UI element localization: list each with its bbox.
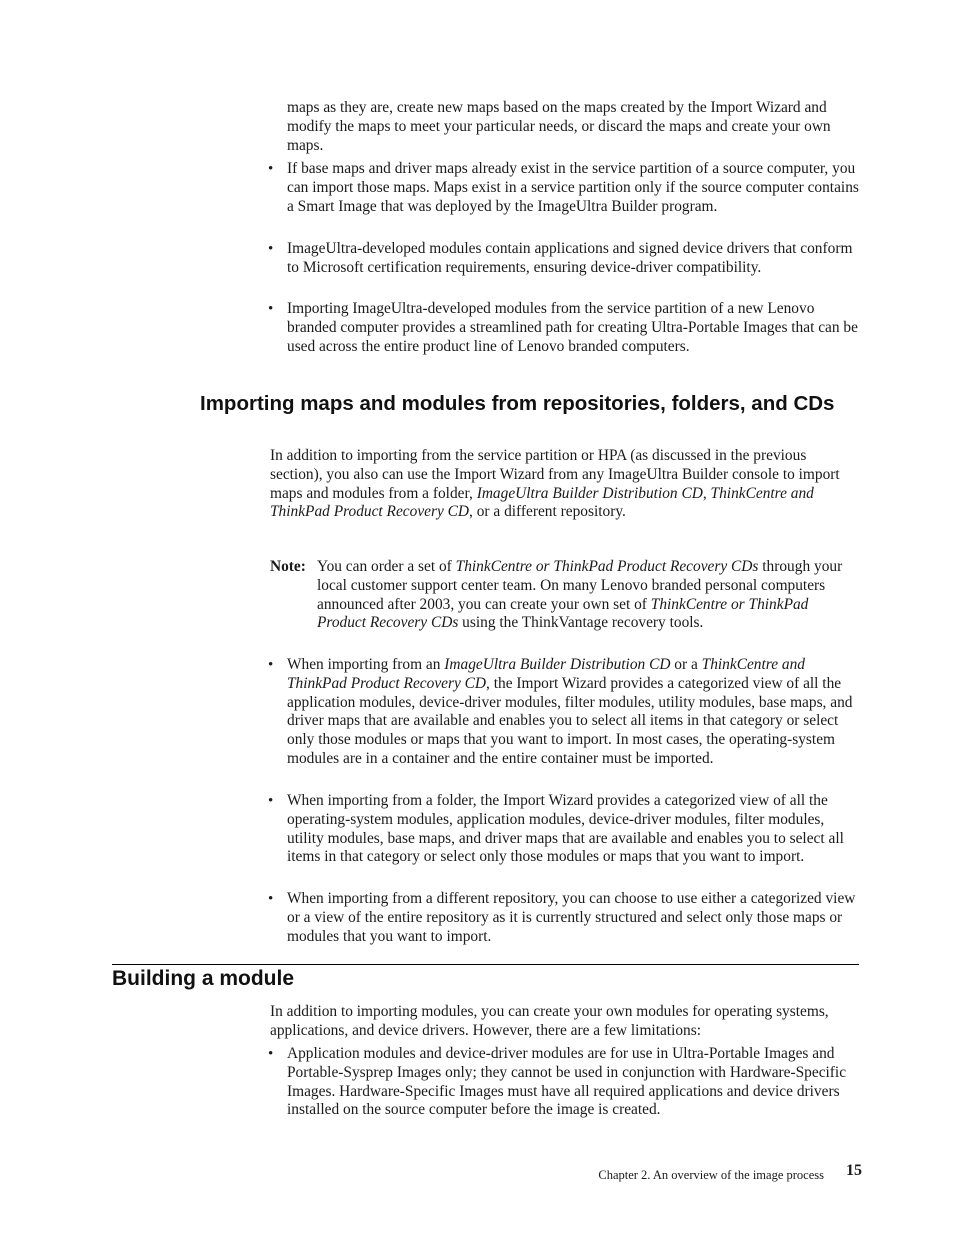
list-item (268, 890, 860, 946)
bullet-marker: • (268, 241, 274, 257)
footer-chapter-title: Chapter 2. An overview of the image process (598, 1168, 824, 1182)
text-run: When importing from an (287, 656, 445, 673)
bullet-marker: • (268, 161, 274, 177)
text-run: using the ThinkVantage recovery tools. (458, 614, 704, 632)
list-item-text: When importing from a different repository, you can choose to use either a categorized view or a view of the entire repository as it is currently structured and select only those maps or modules that you want to import. (287, 890, 856, 945)
section-heading-building: Building a module (112, 967, 294, 990)
bullet-marker: • (268, 891, 274, 907)
bullet-marker: • (268, 301, 274, 317)
note-label: Note: (270, 558, 306, 575)
text-run: , the Import Wizard provides a categorized view of all the application modules, device-driver modules, filter modules, utility modules, base maps, and driver maps that are available and enables you to select all items in that category or select only those modules or maps that you want to import. In most cases, the operating-system modules are in a container and the entire container must be imported. (287, 674, 853, 767)
section-heading-importing: Importing maps and modules from repositories, folders, and CDs (200, 392, 835, 415)
list-item (268, 792, 860, 867)
list-item (268, 1045, 860, 1120)
italic-title: ImageUltra Builder Distribution CD (444, 656, 671, 673)
section1-paragraph (270, 447, 860, 522)
note-body (317, 558, 860, 633)
list-item-text: ImageUltra-developed modules contain applications and signed device drivers that conform to Microsoft certification requirements, ensuring device-driver compatibility. (287, 240, 853, 276)
italic-title: ThinkCentre and ThinkPad Product Recovery CD (270, 484, 814, 521)
list-item-text: Importing ImageUltra-developed modules from the service partition of a new Lenovo branded computer provides a streamlined path for creating Ultra-Portable Images that can be used across the entire product line of Lenovo branded computers. (287, 300, 858, 355)
section2-paragraph: In addition to importing modules, you can create your own modules for operating systems, applications, and device drivers. However, there are a few limitations: (270, 1003, 829, 1039)
list-item-text: Application modules and device-driver modules are for use in Ultra-Portable Images and Portable-Sysprep Images only; they cannot be used in conjunction with Hardware-Specific Images. Hardware-Specific Images must have all required applications and device drivers installed on the source computer before the image is created. (287, 1045, 847, 1119)
list-item-text: If base maps and driver maps already exist in the service partition of a source computer, you can import those maps. Maps exist in a service partition only if the source computer contains a Smart Image that was deployed by the ImageUltra Builder program. (287, 160, 859, 215)
italic-title: ThinkCentre or ThinkPad Product Recovery CDs (317, 595, 809, 632)
text-run: In addition to importing from the service partition or HPA (as discussed in the previous section), you also can use the Import Wizard from any ImageUltra Builder console to import maps and modules from a folder, (270, 447, 840, 502)
text-run: , or a different repository. (469, 503, 626, 521)
list-item (268, 240, 860, 278)
list-item-text: When importing from a folder, the Import Wizard provides a categorized view of all the operating-system modules, application modules, device-driver modules, filter modules, utility modules, base maps, and driver maps that are available and enables you to select all items in that category or select only those modules or maps that you want to import. (287, 792, 844, 866)
text-run: You can order a set of (317, 558, 456, 575)
text-run: through your local customer support center team. On many Lenovo branded personal computers announced after 2003, you can create your own set of (317, 558, 843, 613)
italic-title: ThinkCentre or ThinkPad Product Recovery CDs (455, 558, 759, 575)
italic-title: ImageUltra Builder Distribution CD (476, 484, 703, 502)
bullet-marker: • (268, 657, 274, 673)
text-run: , (702, 484, 711, 502)
text-run: or a (670, 656, 702, 673)
bullet-marker: • (268, 793, 274, 809)
list-item (268, 656, 860, 769)
italic-title: ThinkCentre and ThinkPad Product Recovery CD (287, 656, 805, 692)
bullet-marker: • (268, 1046, 274, 1062)
intro-paragraph-tail: maps as they are, create new maps based on the maps created by the Import Wizard and modify the maps to meet your particular needs, or discard the maps and create your own maps. (287, 99, 831, 154)
list-item (268, 160, 860, 216)
list-item-text (287, 656, 860, 769)
section-divider (112, 964, 859, 965)
page-number: 15 (846, 1162, 862, 1179)
list-item (268, 300, 860, 356)
